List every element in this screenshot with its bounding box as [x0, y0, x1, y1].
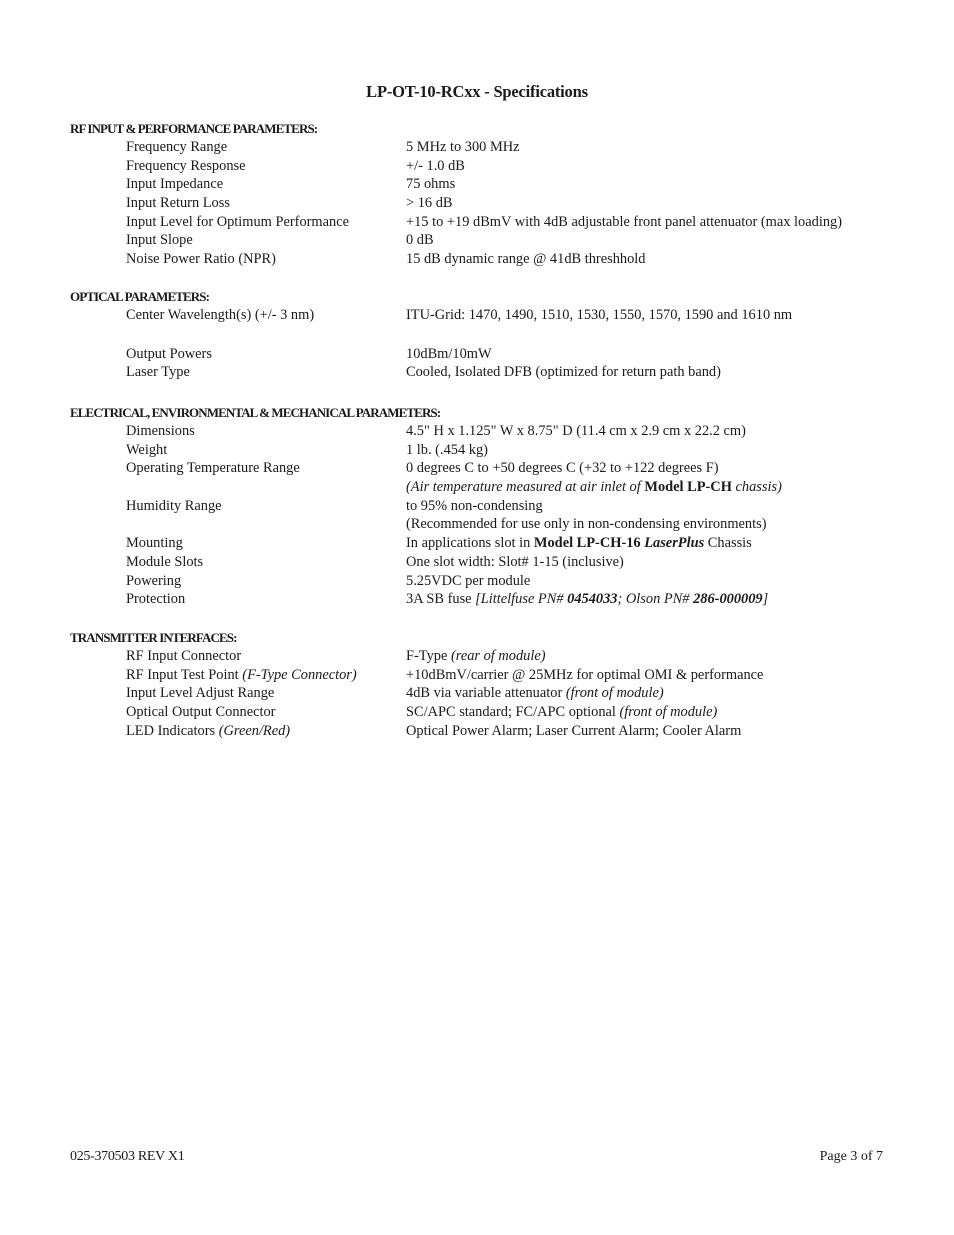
model-name: Model LP-CH [644, 479, 732, 496]
spec-row [70, 666, 900, 685]
spec-value: 15 dB dynamic range @ 41dB threshhold [406, 251, 646, 268]
part-number: 286-000009 [693, 591, 763, 608]
spec-value: 0 degrees C to +50 degrees C (+32 to +122 degrees F) [406, 460, 719, 477]
spec-value: 5 MHz to 300 MHz [406, 139, 520, 155]
spec-label: Input Slope [126, 232, 193, 249]
note-text: [Littelfuse PN# [475, 591, 568, 608]
note-text: (front of module) [619, 704, 718, 721]
spec-label: Center Wavelength(s) (+/- 3 nm) [126, 307, 315, 323]
spec-label: Input Return Loss [126, 195, 230, 212]
value-text: Chassis [704, 535, 752, 552]
spec-row [70, 213, 900, 232]
spec-value: 4.5" H x 1.125" W x 8.75" D (11.4 cm x 2.9 cm x 22.2 cm) [406, 423, 746, 439]
spec-row [70, 441, 900, 460]
spec-value: Optical Power Alarm; Laser Current Alarm; Cooler Alarm [406, 722, 742, 739]
value-text: 4dB via variable attenuator [406, 685, 566, 702]
spec-value: 1 lb. (.454 kg) [406, 441, 488, 458]
section-header-transmitter: TRANSMITTER INTERFACES: [70, 630, 237, 645]
value-text: SC/APC standard; FC/APC optional [406, 704, 620, 721]
label-note: (F-Type Connector) [242, 666, 357, 683]
label-text: LED Indicators [126, 722, 219, 739]
spec-label: Frequency Range [126, 139, 228, 155]
note-text: (Air temperature measured at air inlet of [406, 479, 645, 496]
optical-parameters-section [70, 288, 900, 382]
spec-value: 75 ohms [406, 176, 456, 193]
section-header-rf: RF INPUT & PERFORMANCE PARAMETERS: [70, 121, 318, 136]
spec-label: Operating Temperature Range [126, 460, 300, 477]
label-text: RF Input Test Point [126, 666, 243, 683]
spec-value: One slot width: Slot# 1-15 (inclusive) [406, 553, 624, 570]
spec-label: RF Input Connector [126, 648, 242, 664]
spec-label [126, 722, 290, 741]
section-header-optical: OPTICAL PARAMETERS: [70, 289, 210, 304]
spec-row [70, 363, 900, 382]
spec-label: Dimensions [126, 423, 195, 439]
spec-row [70, 157, 900, 176]
spec-value: +10dBmV/carrier @ 25MHz for optimal OMI & performance [406, 666, 764, 683]
page-title: LP-OT-10-RCxx - Specifications [366, 82, 588, 101]
spec-value: 5.25VDC per module [406, 572, 531, 589]
spec-value: to 95% non-condensing [406, 497, 543, 514]
spec-label: Output Powers [126, 345, 212, 362]
spec-row [70, 306, 900, 325]
spec-row [70, 194, 900, 213]
document-number: 025-370503 REV X1 [70, 1149, 185, 1164]
value-text: F-Type [406, 648, 451, 664]
spec-row [70, 703, 900, 722]
spec-row [70, 647, 900, 666]
spec-value: 10dBm/10mW [406, 345, 492, 362]
spec-value [406, 647, 546, 666]
spec-row [70, 422, 900, 441]
spec-row [70, 138, 900, 157]
spec-row [70, 515, 900, 534]
spec-row [70, 231, 900, 250]
page-number: Page 3 of 7 [819, 1149, 883, 1164]
spec-label: Mounting [126, 535, 183, 552]
spec-row [70, 553, 900, 572]
spec-label: Input Level for Optimum Performance [126, 213, 349, 230]
spec-value: +/- 1.0 dB [406, 157, 465, 174]
note-text: chassis) [731, 479, 782, 496]
spec-label: Input Impedance [126, 176, 224, 193]
spec-label: Module Slots [126, 553, 204, 570]
model-name: Model LP-CH-16 [533, 535, 645, 552]
spec-value: +15 to +19 dBmV with 4dB adjustable front panel attenuator (max loading) [406, 213, 843, 230]
note-text: ] [762, 591, 769, 608]
value-text: 3A SB fuse [406, 591, 476, 608]
spec-row [70, 478, 900, 497]
spec-note [406, 478, 782, 497]
spec-value: > 16 dB [406, 195, 453, 212]
spec-row [70, 459, 900, 478]
spec-label: Powering [126, 572, 182, 589]
row-spacer [70, 325, 900, 345]
spec-label: Laser Type [126, 364, 190, 381]
spec-label: Weight [126, 441, 168, 458]
value-text: In applications slot in [406, 535, 534, 552]
spec-row [70, 497, 900, 516]
spec-label: Frequency Response [126, 157, 246, 174]
spec-note: (Recommended for use only in non-condensing environments) [406, 516, 767, 533]
spec-value [406, 684, 664, 703]
spec-row [70, 590, 900, 609]
spec-value [406, 703, 717, 722]
transmitter-interfaces-section [70, 629, 900, 740]
spec-row [70, 722, 900, 741]
spec-row [70, 175, 900, 194]
note-text: (rear of module) [450, 648, 546, 664]
note-text: ; Olson PN# [617, 591, 694, 608]
spec-row [70, 250, 900, 269]
spec-label [126, 666, 357, 685]
rf-parameters-section [70, 120, 900, 269]
spec-row [70, 572, 900, 591]
spec-value: 0 dB [406, 232, 434, 249]
spec-label: Optical Output Connector [126, 704, 276, 721]
spec-value: Cooled, Isolated DFB (optimized for return path band) [406, 364, 721, 381]
spec-row [70, 684, 900, 703]
electrical-parameters-section [70, 404, 900, 609]
spec-row [70, 534, 900, 553]
spec-value [406, 590, 768, 609]
spec-value: ITU-Grid: 1470, 1490, 1510, 1530, 1550, 1570, 1590 and 1610 nm [406, 307, 793, 323]
spec-label: Humidity Range [126, 497, 222, 514]
spec-value [406, 534, 752, 553]
section-header-electrical: ELECTRICAL, ENVIRONMENTAL & MECHANICAL PARAMETERS: [70, 405, 441, 420]
spec-row [70, 345, 900, 364]
spec-label: Protection [126, 591, 186, 608]
part-number: 0454033 [567, 591, 618, 608]
spec-label: Input Level Adjust Range [126, 685, 275, 702]
spec-label: Noise Power Ratio (NPR) [126, 251, 276, 268]
label-note: (Green/Red) [218, 722, 291, 739]
note-text: (front of module) [565, 685, 664, 702]
brand-name: LaserPlus [644, 535, 705, 552]
